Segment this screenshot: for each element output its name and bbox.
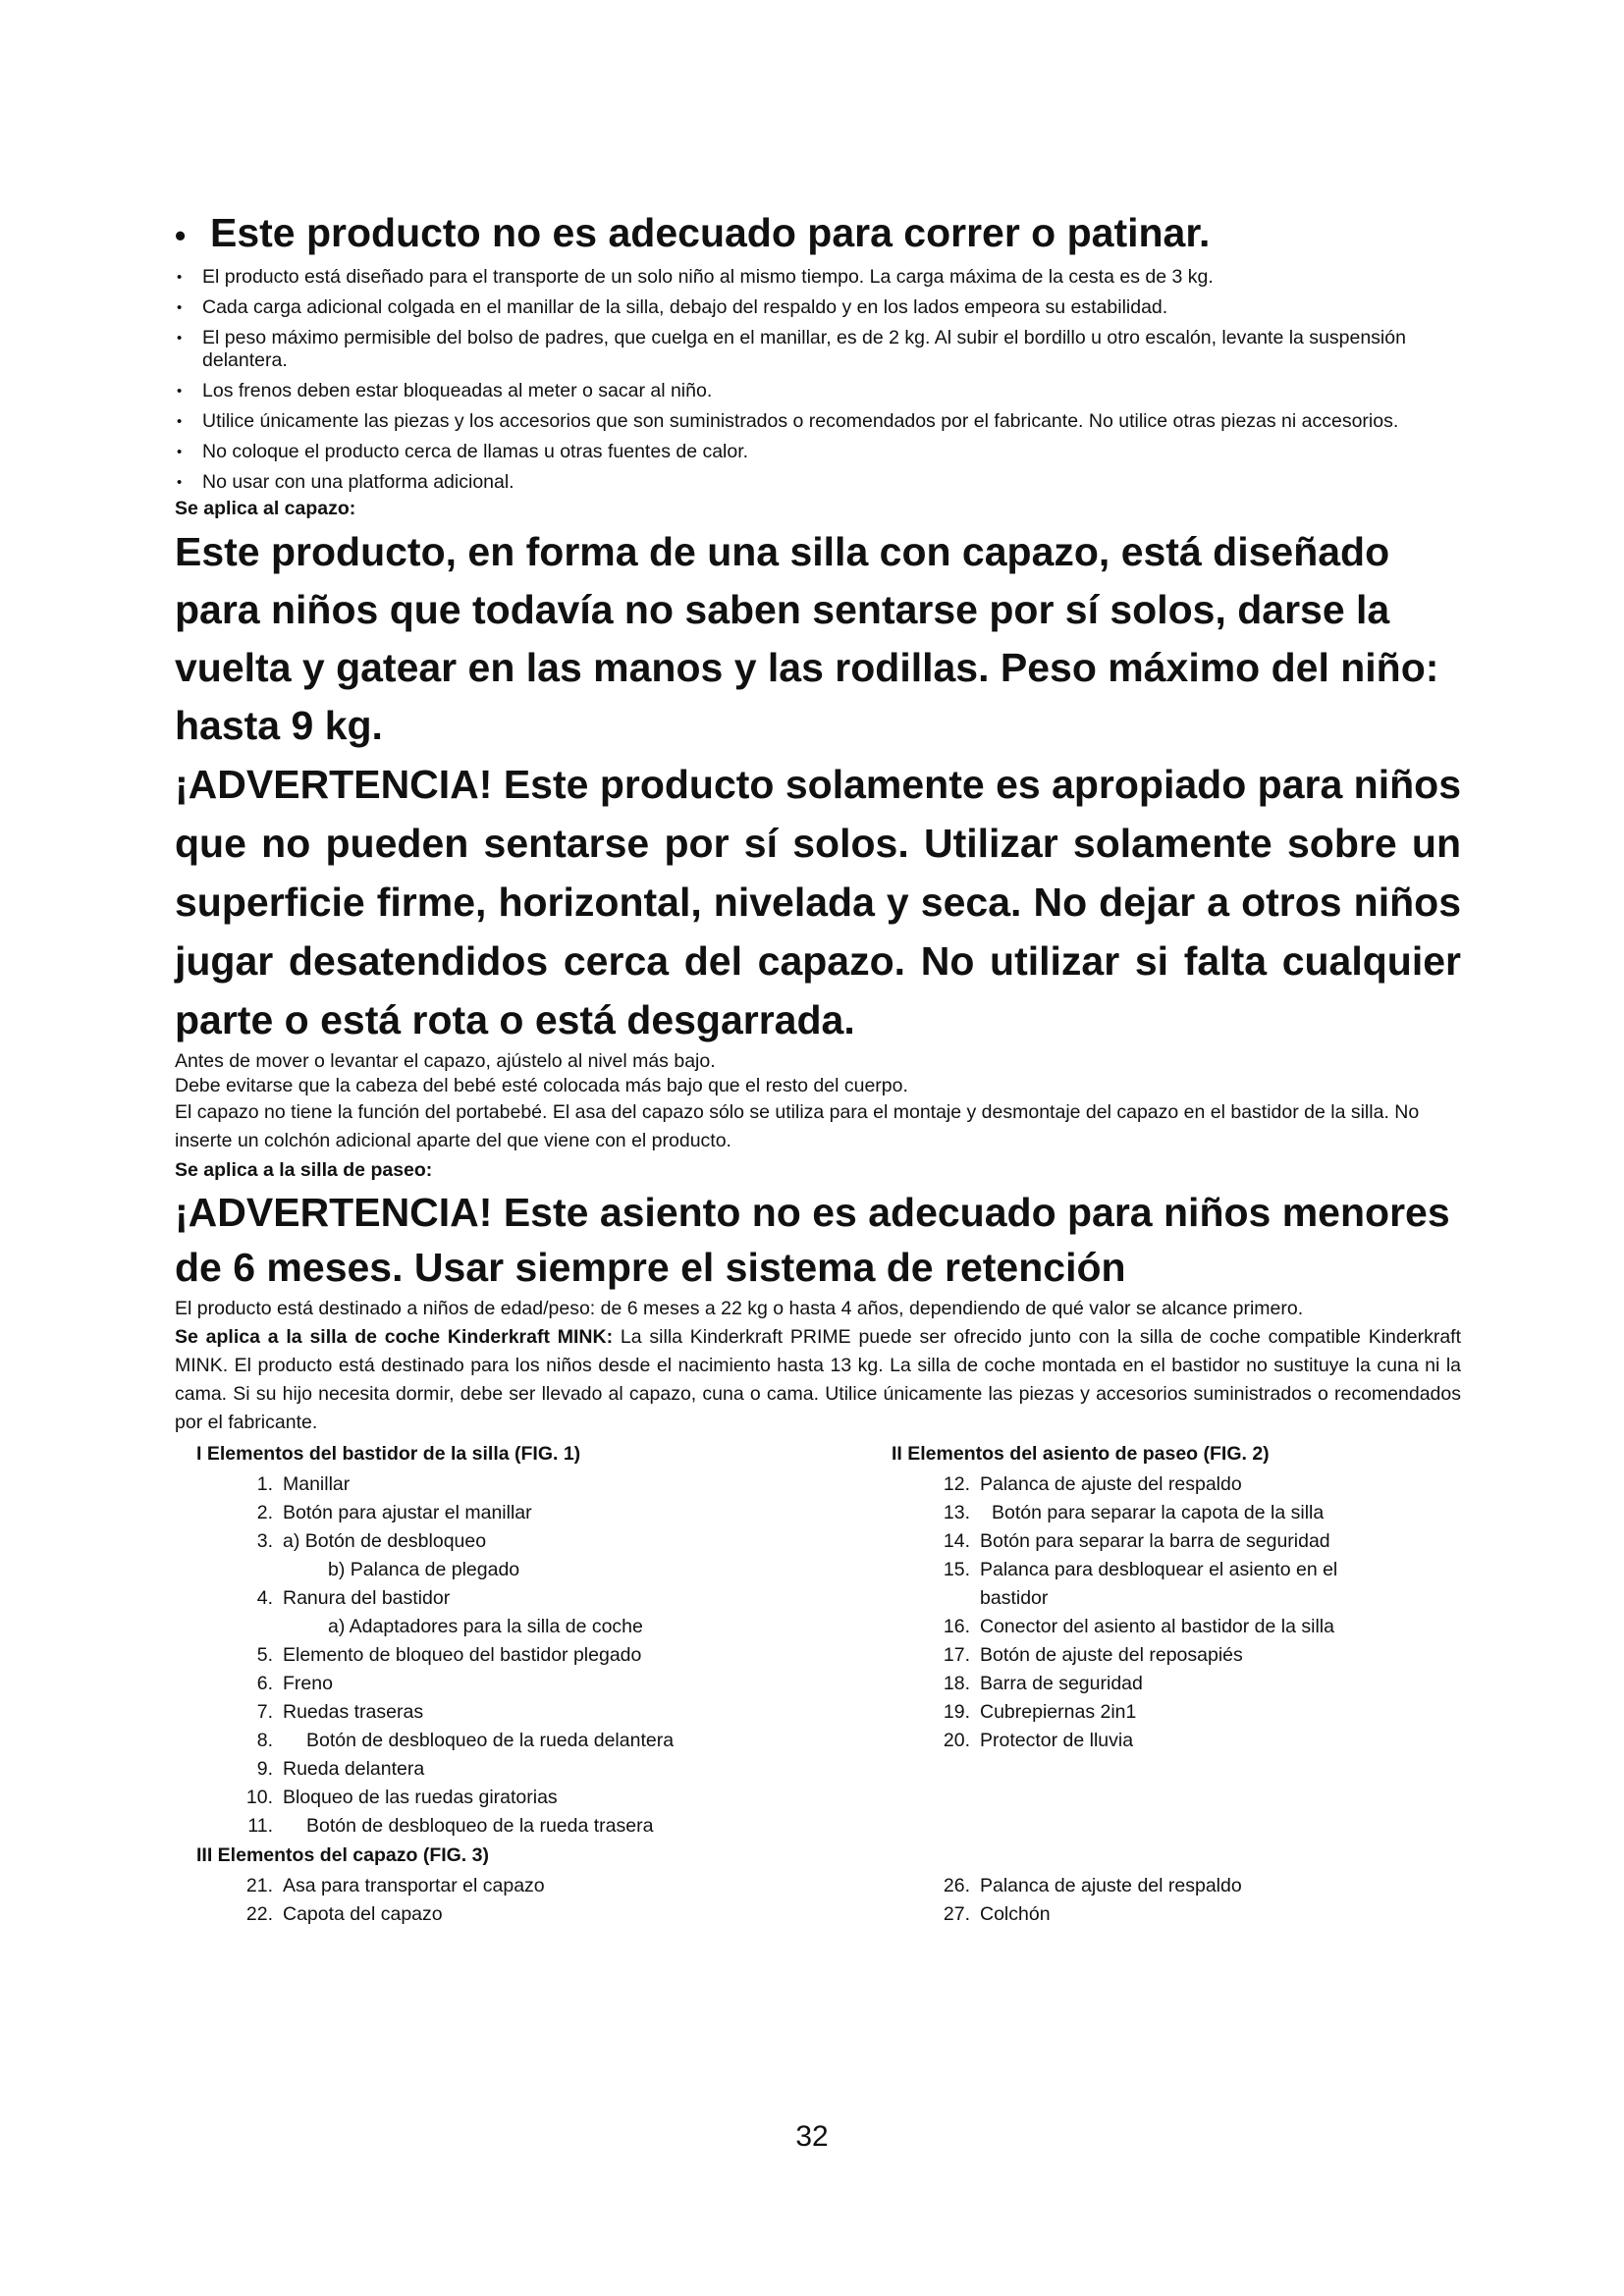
elements-columns <box>175 1439 1461 1841</box>
list-item: 18. Barra de seguridad <box>943 1673 1143 1694</box>
section1 <box>175 1439 882 1841</box>
list-item: 16. Conector del asiento al bastidor de la silla <box>943 1616 1334 1637</box>
paseo-heading: Se aplica a la silla de paseo: <box>175 1159 433 1181</box>
headline <box>175 206 1461 262</box>
list-item: 19. Cubrepiernas 2in1 <box>943 1701 1137 1723</box>
list-item: • Cada carga adicional colgada en el manillar de la silla, debajo del respaldo y en los lados empeora su estabilidad. <box>177 296 1168 318</box>
list-item: 4. Ranura del bastidor a) Adaptadores para la silla de coche <box>256 1587 643 1637</box>
list-item: • Los frenos deben estar bloqueadas al meter o sacar al niño. <box>177 380 713 401</box>
list-item: 10. Bloqueo de las ruedas giratorias <box>245 1787 558 1808</box>
list-item: 14. Botón para separar la barra de seguridad <box>943 1530 1330 1552</box>
section2-title: II Elementos del asiento de paseo (FIG. 2) <box>892 1443 1270 1465</box>
section3-title: III Elementos del capazo (FIG. 3) <box>196 1844 489 1866</box>
list-item: • No coloque el producto cerca de llamas u otras fuentes de calor. <box>177 441 749 462</box>
section3-list-left <box>175 1872 882 1929</box>
list-item: 3. a) Botón de desbloqueo b) Palanca de plegado <box>256 1530 520 1580</box>
list-item: 26. Palanca de ajuste del respaldo <box>943 1875 1242 1896</box>
bullet-icon: • <box>175 218 187 253</box>
coche-text: La silla Kinderkraft PRIME puede ser ofrecido junto con la silla de coche compatible Kinderkraft MINK. El producto está destinado para los niños desde el nacimiento hasta 13 kg. La silla de coche montada en el bastidor no sustituye la cuna ni la cama. Si su hijo necesita dormir, debe ser llevado al capazo, cuna o cama. Utilice únicamente las piezas y accesorios suministrados o recomendados por el fabricante. <box>175 1326 1462 1433</box>
bullet-icon: • <box>177 444 183 460</box>
list-item: 1. Manillar <box>256 1473 351 1495</box>
list-item: • No usar con una platforma adicional. <box>177 471 514 493</box>
capazo-note: Antes de mover o levantar el capazo, ajústelo al nivel más bajo. <box>175 1050 716 1072</box>
section1-title: I Elementos del bastidor de la silla (FIG. 1) <box>196 1443 581 1465</box>
section3-list-right <box>892 1872 1441 1929</box>
capazo-note: Debe evitarse que la cabeza del bebé esté colocada más bajo que el resto del cuerpo. <box>175 1075 908 1096</box>
bullet-icon: • <box>177 330 183 347</box>
section2 <box>892 1439 1441 1841</box>
list-item: 7. Ruedas traseras <box>256 1701 424 1723</box>
list-item: 9. Rueda delantera <box>256 1758 425 1780</box>
bullet-icon: • <box>177 269 183 286</box>
list-item: 17. Botón de ajuste del reposapiés <box>943 1644 1243 1666</box>
coche-label: Se aplica a la silla de coche Kinderkraft MINK: <box>175 1326 614 1348</box>
page-number: 32 <box>795 2120 829 2153</box>
bullet-icon: • <box>177 474 183 491</box>
section3 <box>175 1841 1461 1929</box>
list-item: 27. Colchón <box>943 1903 1051 1925</box>
capazo-note: El capazo no tiene la función del portabebé. El asa del capazo sólo se utiliza para el montaje y desmontaje del capazo en el bastidor de la silla. No inserte un colchón adicional aparte del que viene con el producto. <box>175 1101 1420 1151</box>
list-item: • El peso máximo permisible del bolso de padres, que cuelga en el manillar, es de 2 kg. Al subir el bordillo u otro escalón, levante la suspensión delantera. <box>177 327 1406 371</box>
list-item: 8. Botón de desbloqueo de la rueda delantera <box>256 1730 675 1751</box>
list-item: 13. Botón para separar la capota de la silla <box>943 1502 1325 1523</box>
paseo-note: El producto está destinado a niños de edad/peso: de 6 meses a 22 kg o hasta 4 años, dependiendo de qué valor se alcance primero. <box>175 1298 1304 1319</box>
capazo-statement: Este producto, en forma de una silla con capazo, está diseñado para niños que todavía no saben sentarse por sí solos, darse la vuelta y gatear en las manos y las rodillas. Peso máximo del niño: hasta 9 kg. <box>175 529 1439 748</box>
list-item: 22. Capota del capazo <box>245 1903 443 1925</box>
bullet-icon: • <box>177 413 183 430</box>
coche-paragraph <box>175 1323 1461 1437</box>
list-item: 20. Protector de lluvia <box>943 1730 1134 1751</box>
list-item: • El producto está diseñado para el transporte de un solo niño al mismo tiempo. La carga máxima de la cesta es de 3 kg. <box>177 266 1214 288</box>
bullet-list <box>175 266 1461 494</box>
list-item: 2. Botón para ajustar el manillar <box>256 1502 532 1523</box>
list-item: 11. Botón de desbloqueo de la rueda trasera <box>247 1815 654 1837</box>
list-item: 5. Elemento de bloqueo del bastidor plegado <box>256 1644 642 1666</box>
bullet-icon: • <box>177 383 183 400</box>
document-page <box>175 206 1461 1929</box>
list-item: 21. Asa para transportar el capazo <box>245 1875 545 1896</box>
section2-list <box>892 1470 1441 1755</box>
capazo-warning: ¡ADVERTENCIA! Este producto solamente es apropiado para niños que no pueden sentarse por sí solos. Utilizar solamente sobre un superficie firme, horizontal, nivelada y seca. No dejar a otros niños jugar desatendidos cerca del capazo. No utilizar si falta cualquier parte o está rota o está desgarrada. <box>175 762 1461 1042</box>
section1-list <box>175 1470 882 1841</box>
list-item: 12. Palanca de ajuste del respaldo <box>943 1473 1242 1495</box>
list-item: 6. Freno <box>256 1673 333 1694</box>
bullet-icon: • <box>177 299 183 316</box>
paseo-warning: ¡ADVERTENCIA! Este asiento no es adecuado para niños menores de 6 meses. Usar siempre el sistema de retención <box>175 1190 1450 1290</box>
headline-text: Este producto no es adecuado para correr o patinar. <box>210 210 1211 255</box>
list-item: 15. Palanca para desbloquear el asiento en el bastidor <box>943 1559 1338 1609</box>
capazo-heading: Se aplica al capazo: <box>175 498 356 519</box>
list-item: • Utilice únicamente las piezas y los accesorios que son suministrados o recomendados por el fabricante. No utilice otras piezas ni accesorios. <box>177 410 1399 432</box>
